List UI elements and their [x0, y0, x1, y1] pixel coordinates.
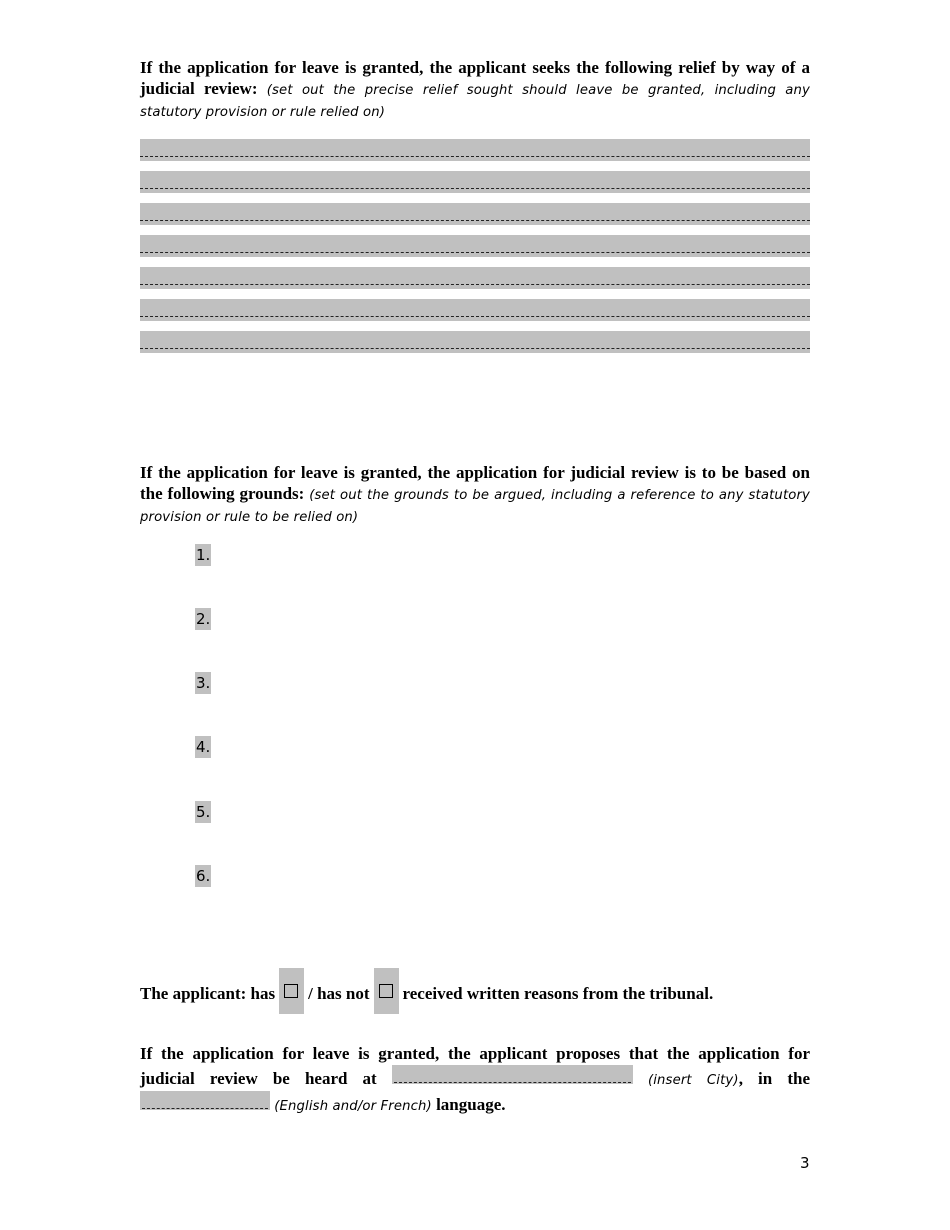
reasons-prefix: The applicant: has: [140, 983, 276, 1003]
page-number: 3: [800, 1154, 810, 1172]
city-field[interactable]: [392, 1065, 633, 1084]
reasons-line: [140, 972, 810, 1018]
ground-item-field[interactable]: 4.: [196, 738, 211, 756]
reasons-suffix: received written reasons from the tribunal.: [402, 983, 714, 1003]
relief-fill-line[interactable]: [140, 171, 810, 193]
relief-fill-line[interactable]: [140, 267, 810, 289]
ground-item-field[interactable]: 5.: [196, 803, 211, 821]
relief-fill-line[interactable]: [140, 299, 810, 321]
relief-fill-line[interactable]: [140, 139, 810, 161]
grounds-heading: [140, 463, 810, 529]
language-field[interactable]: [140, 1091, 270, 1110]
relief-fill-line[interactable]: [140, 235, 810, 257]
ground-item-field[interactable]: 6.: [196, 867, 211, 885]
hearing-text-2: , in the: [738, 1068, 810, 1088]
relief-heading: [140, 58, 810, 124]
grounds-heading-text: If the application for leave is granted, the application for judicial review is to be based on the following grounds:: [140, 463, 810, 503]
ground-item-field[interactable]: 3.: [196, 674, 211, 692]
grounds-instruction: (set out the grounds to be argued, including a reference to any statutory provision or rule to be relied on): [140, 487, 811, 525]
relief-fill-line[interactable]: [140, 203, 810, 225]
relief-fill-line[interactable]: [140, 331, 810, 353]
ground-item-field[interactable]: 2.: [196, 610, 211, 628]
hearing-text-1: If the application for leave is granted, the applicant proposes that the application for judicial review be heard at: [140, 1044, 810, 1088]
reasons-middle: / has not: [308, 983, 370, 1003]
hearing-paragraph: [140, 1043, 810, 1118]
hearing-text-3: language.: [436, 1095, 506, 1114]
has-not-checkbox[interactable]: [374, 968, 399, 1014]
relief-instruction: (set out the precise relief sought should leave be granted, including any statutory provision or rule relied on): [140, 82, 810, 120]
relief-heading-text: If the application for leave is granted, the applicant seeks the following relief by way of a judicial review:: [140, 58, 810, 98]
ground-item-field[interactable]: 1.: [196, 546, 211, 564]
city-hint: (insert City): [647, 1072, 739, 1088]
language-hint: (English and/or French): [274, 1099, 432, 1114]
has-checkbox[interactable]: [279, 968, 304, 1014]
